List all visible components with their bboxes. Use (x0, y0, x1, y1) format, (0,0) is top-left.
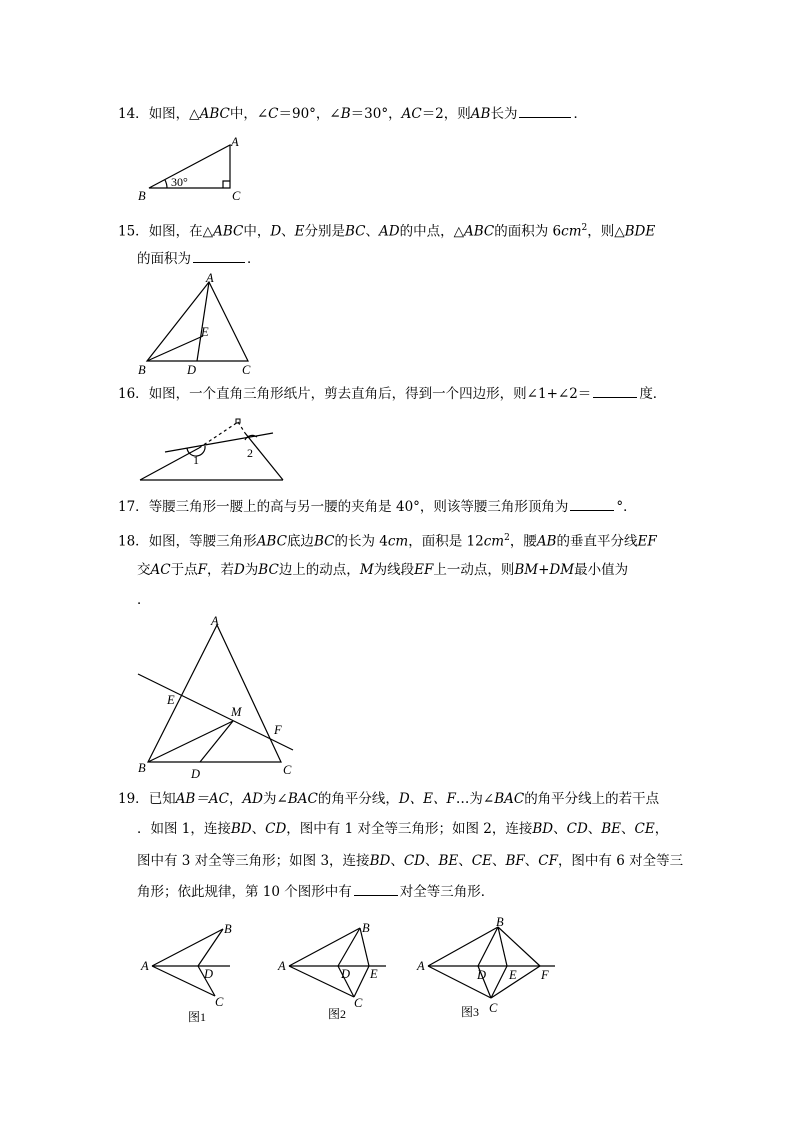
answer-blank[interactable] (193, 249, 245, 263)
cut-line (165, 433, 273, 452)
perpendicular-bisector-ef (138, 674, 293, 750)
question-15-line-1: 15．如图，在△ABC中，D、E分别是BC、AD的中点，△ABC的面积为 $6cm^2$，则△BDE (118, 223, 656, 240)
caption-figure-3: 图3 (461, 1005, 480, 1019)
label-e: E (509, 968, 517, 982)
angle-1-label: 1 (193, 453, 199, 467)
label-b: B (362, 921, 370, 935)
label-b: B (496, 915, 504, 929)
dashed-removed-edge (199, 422, 238, 448)
label-b: B (138, 189, 146, 203)
figure-q14-right-triangle (135, 133, 255, 205)
label-e: E (201, 325, 209, 339)
segment-ad (197, 282, 209, 361)
segment-be (147, 336, 203, 361)
label-b: B (138, 363, 146, 377)
label-a: A (278, 959, 286, 973)
label-c: C (283, 763, 292, 777)
angle-30-label: 30° (171, 175, 188, 189)
segment-bf (498, 927, 540, 966)
label-b: B (224, 922, 232, 936)
label-c: C (354, 996, 363, 1010)
caption-figure-2: 图2 (328, 1007, 347, 1021)
label-f: F (541, 968, 549, 982)
label-d: D (187, 363, 197, 377)
figure-19-3 (415, 912, 565, 1022)
question-19-line-1: 19．已知AB＝AC，AD为∠BAC的角平分线，D、E、F…为∠BAC的角平分线上的若干点 (118, 791, 660, 807)
label-a: A (231, 135, 239, 149)
question-14: 14．如图，△ABC中，∠C＝90°，∠B＝30°，AC＝2，则AB长为 ． (118, 106, 587, 122)
label-a: A (141, 959, 149, 973)
label-f: F (274, 723, 282, 737)
segment-be (498, 927, 507, 966)
figure-q18-isosceles (133, 612, 303, 784)
answer-blank[interactable] (354, 882, 398, 896)
label-m: M (231, 705, 242, 719)
label-c: C (215, 995, 224, 1009)
label-c: C (242, 363, 251, 377)
label-d: D (341, 967, 351, 981)
left-leg (140, 448, 199, 480)
label-c: C (489, 1001, 498, 1015)
question-18-line-3: ． (137, 592, 151, 608)
question-16: 16．如图，一个直角三角形纸片，剪去直角后，得到一个四边形，则∠1+∠2＝ 度． (118, 386, 667, 402)
angle-2-label: 2 (247, 446, 253, 460)
question-17: 17．等腰三角形一腰上的高与另一腰的夹角是 40°，则该等腰三角形顶角为 °． (118, 499, 637, 515)
figure-q16-cut-triangle (135, 412, 285, 487)
segment-bd (198, 929, 223, 966)
segment-ce (354, 966, 369, 997)
answer-blank[interactable] (570, 497, 614, 511)
label-c: C (232, 189, 241, 203)
question-19-line-4: 角形；依此规律，第 10 个图形中有 对全等三角形． (137, 884, 495, 900)
figure-19-1 (138, 918, 238, 1026)
figure-19-2 (276, 918, 396, 1026)
triangle-abc (149, 145, 230, 188)
segment-dm (200, 721, 233, 762)
answer-blank[interactable] (519, 104, 571, 118)
question-19-line-2: ．如图 1，连接BD、CD，图中有 1 对全等三角形；如图 2，连接BD、CD、BE、CE， (137, 821, 669, 837)
label-d: D (204, 967, 214, 981)
caption-figure-1: 图1 (188, 1010, 207, 1024)
segment-bm (148, 721, 233, 762)
right-angle-mark (223, 181, 230, 188)
question-15-line-2: 的面积为 ． (137, 251, 261, 267)
question-18-line-2: 交AC于点F，若D为BC边上的动点，M为线段EF上一动点，则BM+DM最小值为 (137, 562, 629, 578)
label-b: B (138, 761, 146, 775)
dashed-removed-edge (238, 422, 245, 433)
label-d: D (191, 767, 201, 781)
label-a: A (211, 614, 219, 628)
label-a: A (206, 271, 214, 285)
figure-q15-triangle-midpoints (135, 270, 260, 380)
angle-arc-b (165, 180, 167, 188)
label-d: D (477, 968, 487, 982)
answer-blank[interactable] (593, 384, 637, 398)
label-e: E (167, 693, 175, 707)
question-19-line-3: 图中有 3 对全等三角形；如图 3，连接BD、CD、BE、CE、BF、CF，图中有 6 对全等三 (137, 853, 684, 869)
segment-ab (152, 929, 223, 966)
question-18-line-1: 18．如图，等腰三角形ABC底边BC的长为 4cm，面积是 $12cm^2$，腰AB的垂直平分线EF (118, 533, 657, 550)
label-e: E (370, 967, 378, 981)
label-a: A (417, 959, 425, 973)
triangle-abc (147, 282, 248, 361)
